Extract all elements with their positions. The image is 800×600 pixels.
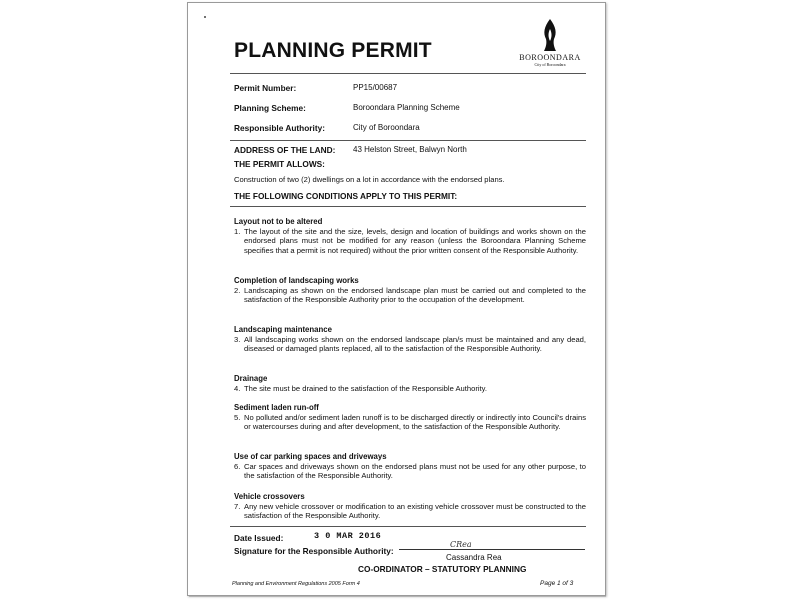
fields-rule [230, 140, 586, 141]
page-title: PLANNING PERMIT [234, 39, 432, 62]
boroondara-flame-icon [510, 17, 590, 53]
planning-scheme-label: Planning Scheme: [234, 103, 306, 113]
condition-6-heading: Use of car parking spaces and driveways [234, 452, 387, 461]
signature-scribble: CRea [450, 540, 472, 549]
condition-7 [234, 502, 586, 521]
signature-rule [230, 526, 586, 527]
logo-subtitle: City of Boroondara [534, 62, 566, 67]
date-issued-stamp: 3 0 MAR 2016 [314, 531, 382, 541]
condition-3-heading: Landscaping maintenance [234, 325, 332, 334]
condition-1-number: 1. [234, 227, 241, 236]
condition-3-number: 3. [234, 335, 241, 344]
permit-allows-heading: THE PERMIT ALLOWS: [234, 159, 325, 169]
signatory-role: CO-ORDINATOR – STATUTORY PLANNING [358, 564, 527, 574]
scan-speck [204, 16, 206, 18]
condition-2-number: 2. [234, 286, 241, 295]
address-label: ADDRESS OF THE LAND: [234, 145, 336, 155]
signature-line [399, 549, 585, 550]
condition-7-heading: Vehicle crossovers [234, 492, 305, 501]
footer-regulation: Planning and Environment Regulations 2005 Form 4 [232, 581, 360, 587]
condition-5 [234, 413, 586, 432]
condition-1-heading: Layout not to be altered [234, 217, 323, 226]
date-issued-label: Date Issued: [234, 533, 284, 543]
council-logo [510, 17, 590, 67]
permit-number-value: PP15/00687 [353, 83, 398, 92]
condition-2-text: Landscaping as shown on the endorsed landscape plan must be carried out and completed to the satisfaction of the Responsible Authority prior to the occupation of the development. [244, 286, 586, 305]
condition-7-number: 7. [234, 502, 241, 511]
condition-4-text: The site must be drained to the satisfaction of the Responsible Authority. [244, 384, 487, 393]
condition-4-heading: Drainage [234, 374, 268, 383]
responsible-authority-value: City of Boroondara [353, 123, 420, 132]
condition-6-number: 6. [234, 462, 241, 471]
condition-3 [234, 335, 586, 354]
logo-name: BOROONDARA [519, 53, 581, 62]
conditions-rule [230, 206, 586, 207]
signature-label: Signature for the Responsible Authority: [234, 546, 394, 556]
permit-allows-text: Construction of two (2) dwellings on a lot in accordance with the endorsed plans. [234, 175, 505, 184]
condition-5-heading: Sediment laden run-off [234, 403, 319, 412]
condition-2 [234, 286, 586, 305]
permit-page [187, 2, 606, 596]
signatory-name: Cassandra Rea [446, 553, 502, 562]
condition-6-text: Car spaces and driveways shown on the endorsed plans must not be used for any other purpose, to the satisfaction of the Responsible Authority. [244, 462, 586, 481]
footer-page-number: Page 1 of 3 [540, 580, 574, 587]
address-value: 43 Helston Street, Balwyn North [353, 145, 467, 154]
conditions-heading: THE FOLLOWING CONDITIONS APPLY TO THIS PERMIT: [234, 191, 458, 201]
condition-4-number: 4. [234, 384, 241, 393]
condition-1-text: The layout of the site and the size, levels, design and location of buildings and works shown on the endorsed plans must not be modified for any reason (unless the Boroondara Planning Scheme specifies that a permit is not required) without the prior written consent of the Responsible Authority. [244, 227, 586, 255]
permit-number-label: Permit Number: [234, 83, 297, 93]
condition-7-text: Any new vehicle crossover or modification to an existing vehicle crossover must be constructed to the satisfaction of the Responsible Authority. [244, 502, 586, 521]
condition-2-heading: Completion of landscaping works [234, 276, 359, 285]
responsible-authority-label: Responsible Authority: [234, 123, 325, 133]
condition-1 [234, 227, 586, 255]
condition-6 [234, 462, 586, 481]
condition-3-text: All landscaping works shown on the endorsed landscape plan/s must be maintained and any dead, diseased or damaged plants replaced, all to the satisfaction of the Responsible Authority. [244, 335, 586, 354]
condition-4 [234, 384, 586, 393]
header-rule [230, 73, 586, 74]
condition-5-number: 5. [234, 413, 241, 422]
planning-scheme-value: Boroondara Planning Scheme [353, 103, 460, 112]
condition-5-text: No polluted and/or sediment laden runoff is to be discharged directly or indirectly into Council's drains or watercourses during and after development, to the satisfaction of the Responsible Authority. [244, 413, 586, 432]
